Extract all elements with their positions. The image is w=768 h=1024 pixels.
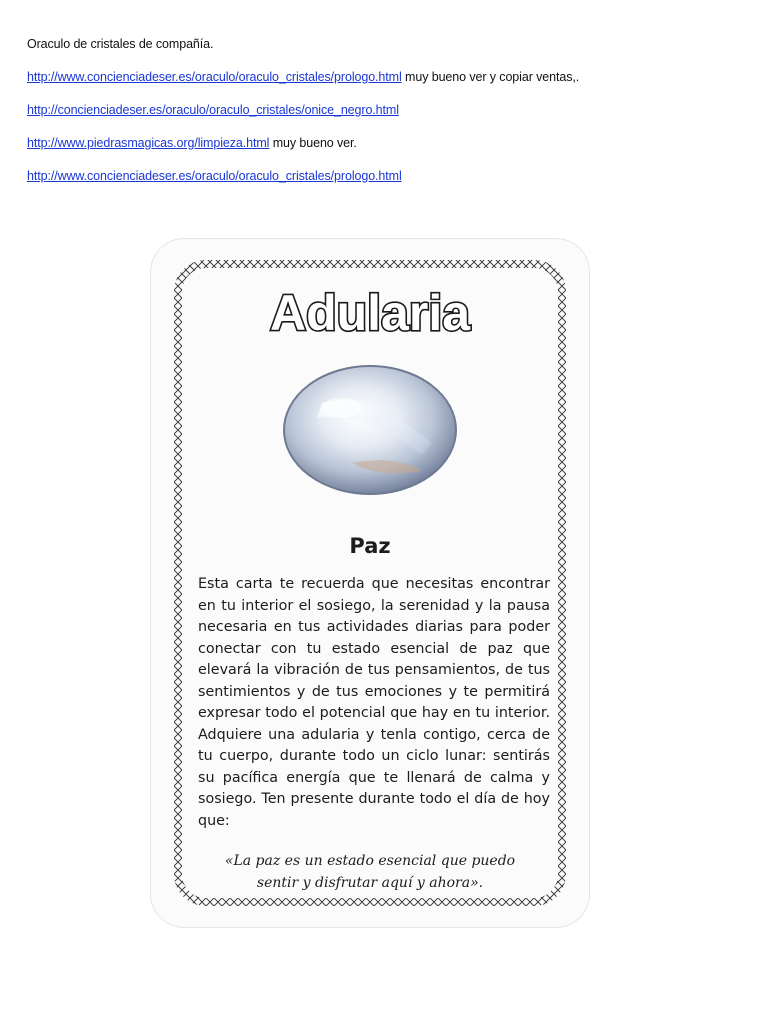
document-title-text: Oraculo de cristales de compañía. bbox=[27, 37, 214, 51]
card-body-text: Esta carta te recuerda que necesitas encontrar en tu interior el sosiego, la serenidad y la pausa necesaria en tus actividades diarias para poder conectar con tu estado esencial de paz que elevará la vibración de tus pensamientos, de tus sentimientos y de tus emociones y te permitirá expresar todo el potencial que hay en tu interior. Adquiere una adularia y tenla contigo, cerca de tu cuerpo, durante todo un ciclo lunar: sentirás su pacífica energía que te llenará de calma y sosiego. Ten presente durante todo el día de hoy que: bbox=[198, 576, 550, 829]
document-title bbox=[27, 37, 213, 51]
link-note-3: muy bueno ver. bbox=[269, 136, 357, 150]
card-title bbox=[150, 278, 590, 348]
card-title-text: Adularia bbox=[269, 285, 471, 341]
link-line-4 bbox=[27, 169, 402, 183]
link-onice-negro[interactable]: http://concienciadeser.es/oraculo/oraculo_cristales/onice_negro.html bbox=[27, 103, 399, 117]
card-quote: «La paz es un estado esencial que puedo sentir y disfrutar aquí y ahora». bbox=[224, 853, 516, 891]
link-note-1: muy bueno ver y copiar ventas,. bbox=[401, 70, 580, 84]
card-title-art bbox=[240, 278, 500, 348]
link-prologo-1[interactable]: http://www.concienciadeser.es/oraculo/oraculo_cristales/prologo.html bbox=[27, 70, 402, 84]
link-line-3 bbox=[27, 136, 357, 150]
oracle-card-image bbox=[150, 238, 590, 928]
card-heading: Paz bbox=[349, 534, 391, 558]
moonstone-icon bbox=[282, 363, 458, 497]
link-line-1 bbox=[27, 70, 579, 84]
link-line-2 bbox=[27, 103, 399, 117]
link-limpieza[interactable]: http://www.piedrasmagicas.org/limpieza.html bbox=[27, 136, 270, 150]
link-prologo-2[interactable]: http://www.concienciadeser.es/oraculo/oraculo_cristales/prologo.html bbox=[27, 169, 402, 183]
